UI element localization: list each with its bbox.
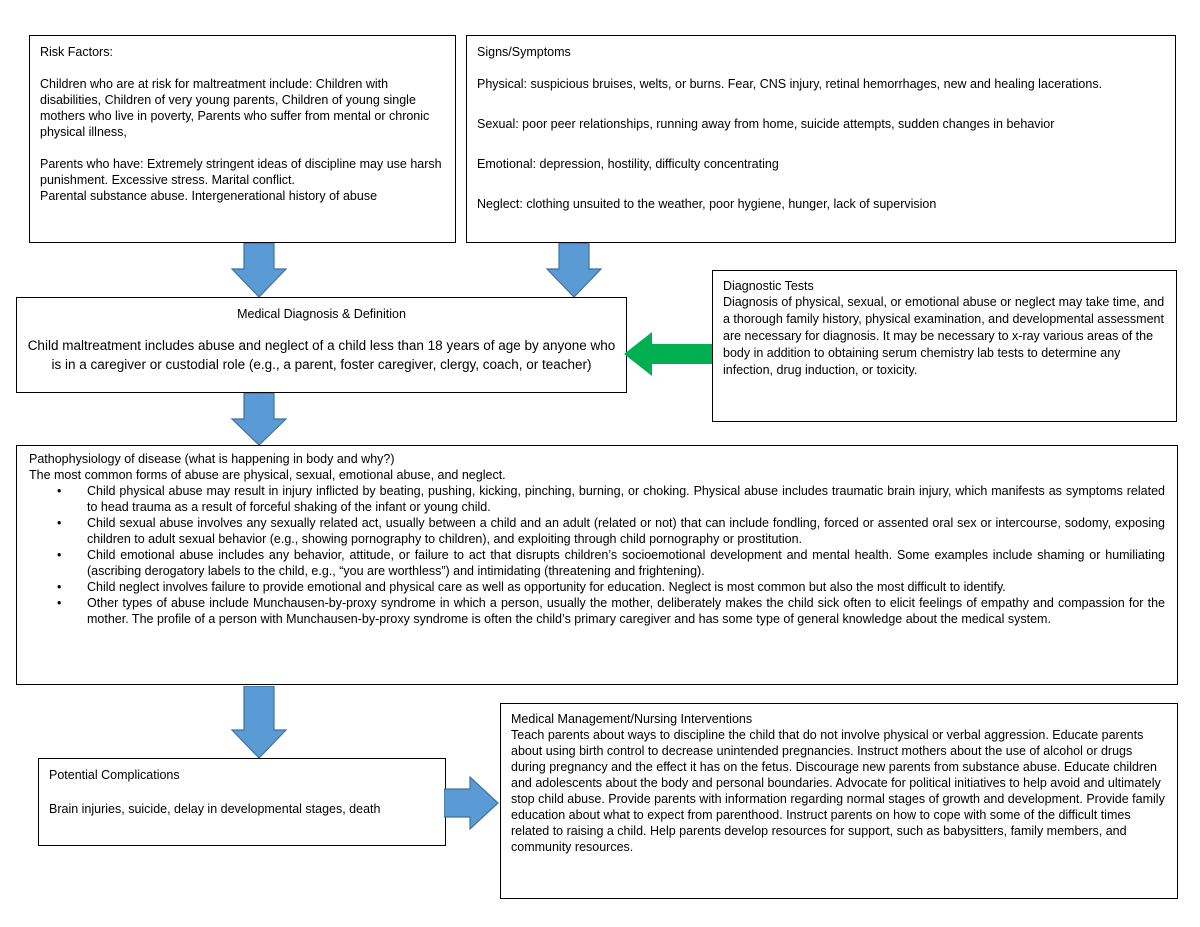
left-arrow-diagnostic xyxy=(624,332,714,376)
signs-physical: Physical: suspicious bruises, welts, or burns. Fear, CNS injury, retinal hemorrhages, new and healing lacerations. xyxy=(477,77,1103,91)
list-item-text: Child physical abuse may result in injury inflicted by beating, pushing, kicking, pinching, burning, or choking. Physical abuse includes traumatic brain injury, which manifests as symptoms related to head trauma as a result of forceful shaking of the infant or young child. xyxy=(87,484,1165,514)
list-item xyxy=(57,547,1165,579)
list-item-text: Other types of abuse include Munchausen-by-proxy syndrome in which a person, usually the mother, deliberately makes the child sick often to elicit feelings of empathy and compassion for the mother. The profile of a person with Munchausen-by-proxy syndrome is often the child’s primary caregiver and has some type of general knowledge about the medical system. xyxy=(87,596,1165,626)
list-item-text: Child neglect involves failure to provide emotional and physical care as well as opportunity for education. Neglect is most common but also the most difficult to identify. xyxy=(87,580,1006,594)
pathophysiology-box xyxy=(16,445,1178,685)
signs-title: Signs/Symptoms xyxy=(477,45,571,59)
list-item xyxy=(57,579,1165,595)
risk-factors-box xyxy=(29,35,456,243)
diagnostic-tests-title: Diagnostic Tests xyxy=(723,279,814,293)
pathophysiology-title: Pathophysiology of disease (what is happening in body and why?) xyxy=(29,452,395,466)
bullet: • xyxy=(57,516,62,530)
diagnosis-text: Child maltreatment includes abuse and neglect of a child less than 18 years of age by anyone who is in a caregiver or custodial role (e.g., a parent, foster caregiver, clergy, coach, or teacher) xyxy=(27,338,616,372)
list-item xyxy=(57,595,1165,627)
bullet: • xyxy=(57,484,62,498)
complications-text: Brain injuries, suicide, delay in developmental stages, death xyxy=(49,802,381,816)
diagnostic-tests-box xyxy=(712,270,1177,422)
medical-management-box xyxy=(500,703,1178,899)
diagnosis-title: Medical Diagnosis & Definition xyxy=(237,307,406,321)
down-arrow-pathophysiology xyxy=(230,686,288,760)
list-item xyxy=(57,483,1165,515)
complications-title: Potential Complications xyxy=(49,768,180,782)
bullet: • xyxy=(57,596,62,610)
bullet: • xyxy=(57,548,62,562)
bullet: • xyxy=(57,580,62,594)
risk-factors-para3: Parental substance abuse. Intergenerational history of abuse xyxy=(40,189,378,203)
list-item-text: Child emotional abuse includes any behavior, attitude, or failure to act that disrupts children’s socioemotional development and mental health. Some examples include shaming or humiliating (ascribing derogatory labels to the child, e.g., “you are worthless”) and intimidating (threatening and frightening). xyxy=(87,548,1165,578)
list-item xyxy=(57,515,1165,547)
signs-emotional: Emotional: depression, hostility, difficulty concentrating xyxy=(477,157,779,171)
risk-factors-title: Risk Factors: xyxy=(40,45,113,59)
down-arrow-diagnosis xyxy=(230,393,288,447)
risk-factors-para1: Children who are at risk for maltreatment include: Children with disabilities, Children of very young parents, Children of young single mothers who live in poverty, Parents who suffer from mental or chronic physical illness, xyxy=(40,77,430,139)
medical-diagnosis-box xyxy=(16,297,627,393)
list-item-text: Child sexual abuse involves any sexually related act, usually between a child and an adult (related or not) that can include fondling, forced or assented oral sex or intercourse, sodomy, exposing children to adult sexual behavior (e.g., showing pornography to children), and exploiting through child pornography or prostitution. xyxy=(87,516,1165,546)
signs-sexual: Sexual: poor peer relationships, running away from home, suicide attempts, sudden changes in behavior xyxy=(477,117,1055,131)
down-arrow-risk xyxy=(230,243,288,299)
pathophysiology-intro: The most common forms of abuse are physical, sexual, emotional abuse, and neglect. xyxy=(29,468,506,482)
down-arrow-signs xyxy=(545,243,603,299)
management-text: Teach parents about ways to discipline the child that do not involve physical or verbal aggression. Educate parents about using birth control to decrease unintended pregnancies. Instruct mothers about the use of alcohol or drugs during pregnancy and the effect it has on the fetus. Discourage new parents from substance abuse. Educate children and adolescents about the body and personal boundaries. Advocate for political initiatives to help avoid and ultimately stop child abuse. Provide parents with information regarding normal stages of growth and development. Provide family education about what to expect from parenthood. Instruct parents on how to cope with some of the difficult times related to raising a child. Help parents develop resources for support, such as babysitters, family members, and community resources. xyxy=(511,728,1165,854)
right-arrow-management xyxy=(444,775,500,831)
pathophysiology-list xyxy=(29,483,1165,627)
management-title: Medical Management/Nursing Interventions xyxy=(511,712,753,726)
risk-factors-para2: Parents who have: Extremely stringent ideas of discipline may use harsh punishment. Excessive stress. Marital conflict. xyxy=(40,157,442,187)
signs-symptoms-box xyxy=(466,35,1176,243)
diagnostic-tests-text: Diagnosis of physical, sexual, or emotional abuse or neglect may take time, and a thorough family history, physical examination, and developmental assessment are necessary for diagnosis. It may be necessary to x-ray various areas of the body in addition to obtaining serum chemistry lab tests to determine any infection, drug induction, or toxicity. xyxy=(723,295,1165,377)
signs-neglect: Neglect: clothing unsuited to the weather, poor hygiene, hunger, lack of supervision xyxy=(477,197,937,211)
potential-complications-box xyxy=(38,758,446,846)
